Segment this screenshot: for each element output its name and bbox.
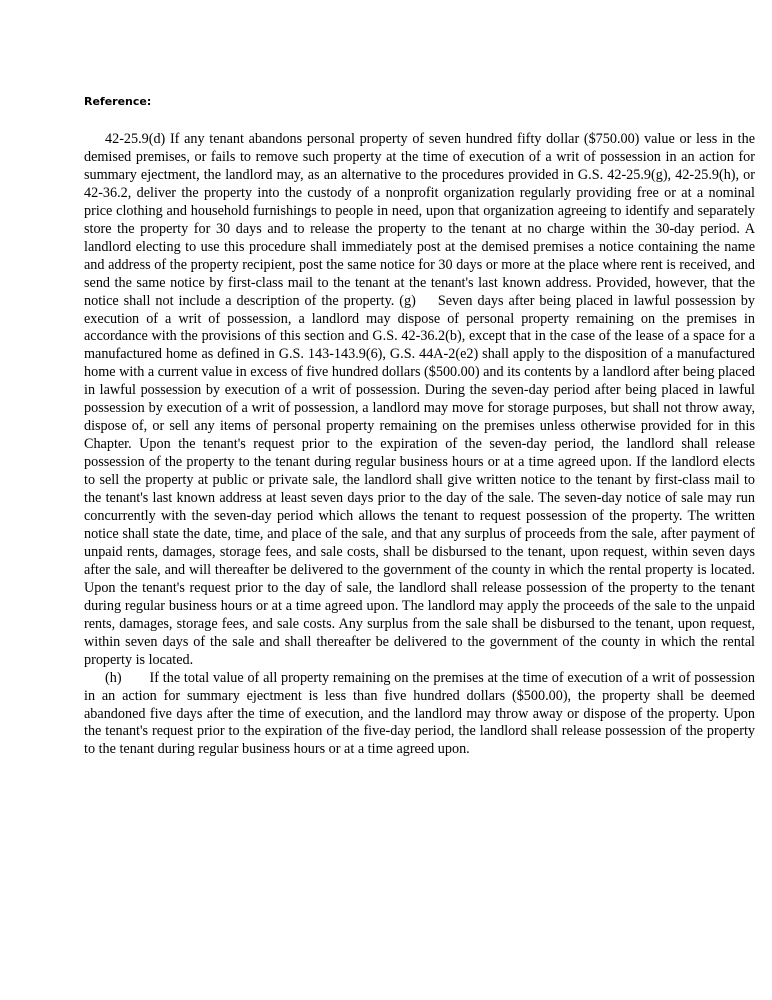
paragraph-h-body: If the total value of all property remaining on the premises at the time of execution of a writ of possession in an action for summary ejectment is less than five hundred dollars ($500.00), the property shall be deemed abandoned five days after the time of execution, and the landlord may throw away or dispose of the property. Upon the tenant's request prior to the expiration of the five-day period, the landlord shall release possession of the property to the tenant during regular business hours or at a time agreed upon. bbox=[84, 669, 755, 758]
paragraph-d-g bbox=[84, 131, 755, 670]
paragraph-h bbox=[84, 670, 755, 760]
paragraph-g-body: Seven days after being placed in lawful possession by execution of a writ of possession, a landlord may dispose of personal property remaining on the premises in accordance with the provisions of this section and G.S. 42-36.2(b), except that in the case of the lease of a space for a manufactured home as defined in G.S. 143-143.9(6), G.S. 44A-2(e2) shall apply to the disposition of a manufactured home with a current value in excess of five hundred dollars ($500.00) and its contents by a landlord after being placed in lawful possession by execution of a writ of possession. During the seven-day period after being placed in lawful possession by execution of a writ of possession, a landlord may move for storage purposes, but shall not throw away, dispose of, or sell any items of personal property remaining on the premises unless otherwise provided for in this Chapter. Upon the tenant's request prior to the expiration of the seven-day period, the landlord shall release possession of the property to the tenant during regular business hours or at a time agreed upon. If the landlord elects to sell the property at public or private sale, the landlord shall give written notice to the tenant by first-class mail to the tenant's last known address at least seven days prior to the day of the sale. The seven-day notice of sale may run concurrently with the seven-day period which allows the tenant to request possession of the property. The written notice shall state the date, time, and place of the sale, and that any surplus of proceeds from the sale, after payment of unpaid rents, damages, storage fees, and sale costs, shall be disbursed to the tenant, upon request, within seven days after the sale, and will thereafter be delivered to the government of the county in which the rental property is located. Upon the tenant's request prior to the day of sale, the landlord shall release possession of the property to the tenant during regular business hours or at a time agreed upon. The landlord may apply the proceeds of the sale to the unpaid rents, damages, storage fees, and sale costs. Any surplus from the sale shall be disbursed to the tenant, upon request, within seven days of the sale and shall thereafter be delivered to the government of the county in which the rental property is located. bbox=[84, 292, 755, 668]
paragraph-d-lead: 42-25.9(d) If any tenant abandons personal property of seven hundred fifty dollar ($750.00) value or less in the demised premises, or fails to remove such property at the time of execution of a writ of possession in an action for summary ejectment, the landlord may, as an alternative to the procedures provided in G.S. 42-25.9(g), 42-25.9(h), or 42-36.2, deliver the property into the custody of a nonprofit organization regularly providing free or at a nominal price clothing and household furnishings to people in need, upon that organization agreeing to identify and separately store the property for 30 days and to release the property to the tenant at no charge within the 30-day period. A landlord electing to use this procedure shall immediately post at the demised premises a notice containing the name and address of the property recipient, post the same notice for 30 days or more at the place where rent is received, and send the same notice by first-class mail to the tenant at the tenant's last known address. Provided, however, that the notice shall not include a description of the property. (g) bbox=[84, 131, 755, 309]
document-page bbox=[84, 95, 755, 759]
reference-label: Reference: bbox=[84, 95, 152, 108]
paragraph-h-label: (h) bbox=[105, 669, 122, 686]
